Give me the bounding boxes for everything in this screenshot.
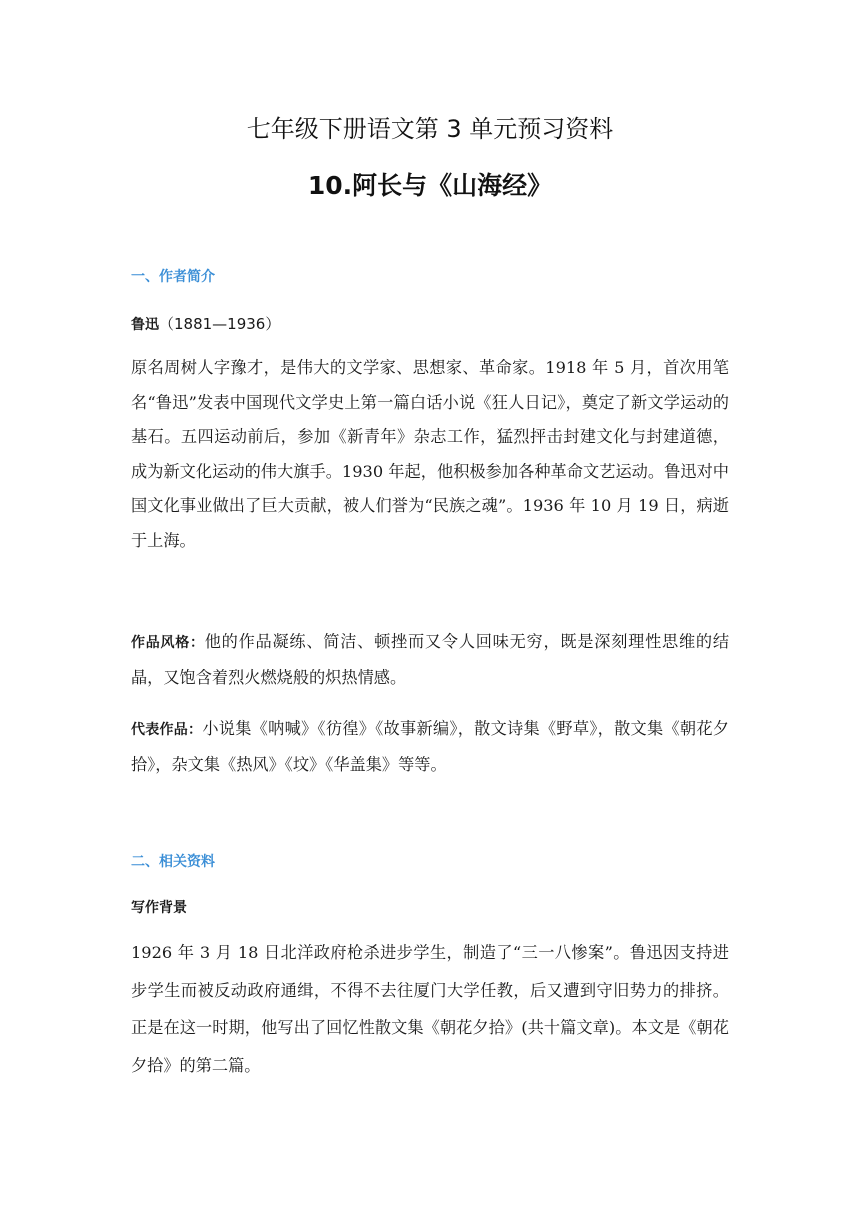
- lesson-title: 10.阿长与《山海经》: [307, 171, 553, 200]
- author-years: （1881—1936）: [159, 315, 281, 333]
- works-style-paragraph: [131, 625, 729, 695]
- representative-works-text: 小说集《呐喊》《彷徨》《故事新编》，散文诗集《野草》，散文集《朝花夕拾》，杂文集《热风》《坟》《华盖集》等等。: [131, 719, 729, 774]
- background-label-line: [131, 896, 187, 919]
- works-style-label: 作品风格：: [131, 635, 205, 651]
- section-heading-author: 一、作者简介: [131, 269, 215, 285]
- document-title: 七年级下册语文第 3 单元预习资料: [246, 115, 614, 143]
- representative-works-label: 代表作品：: [131, 722, 203, 738]
- author-bio: 原名周树人字豫才，是伟大的文学家、思想家、革命家。1918 年 5 月，首次用笔名“鲁迅”发表中国现代文学史上第一篇白话小说《狂人日记》，奠定了新文学运动的基石。五四运动前后，参加《新青年》杂志工作，猛烈抨击封建文化与封建道德，成为新文化运动的伟大旗手。1930 年起，他积极参加各种革命文艺运动。鲁迅对中国文化事业做出了巨大贡献，被人们誉为“民族之魂”。1936 年 10 月 19 日，病逝于上海。: [131, 358, 729, 550]
- works-style-text: 他的作品凝练、简洁、顿挫而又令人回味无穷，既是深刻理性思维的结晶，又饱含着烈火燃烧般的炽热情感。: [131, 632, 730, 687]
- writing-background-label: 写作背景: [131, 900, 187, 916]
- author-line: [131, 313, 280, 336]
- writing-background-text: 1926 年 3 月 18 日北洋政府枪杀进步学生，制造了“三一八惨案”。鲁迅因支持进步学生而被反动政府通缉，不得不去往厦门大学任教，后又遭到守旧势力的排挤。正是在这一时期，他写出了回忆性散文集《朝花夕拾》(共十篇文章)。本文是《朝花夕拾》的第二篇。: [131, 943, 729, 1075]
- representative-works-paragraph: [131, 712, 729, 782]
- author-name: 鲁迅: [131, 317, 159, 333]
- section-heading-materials: 二、相关资料: [131, 854, 215, 870]
